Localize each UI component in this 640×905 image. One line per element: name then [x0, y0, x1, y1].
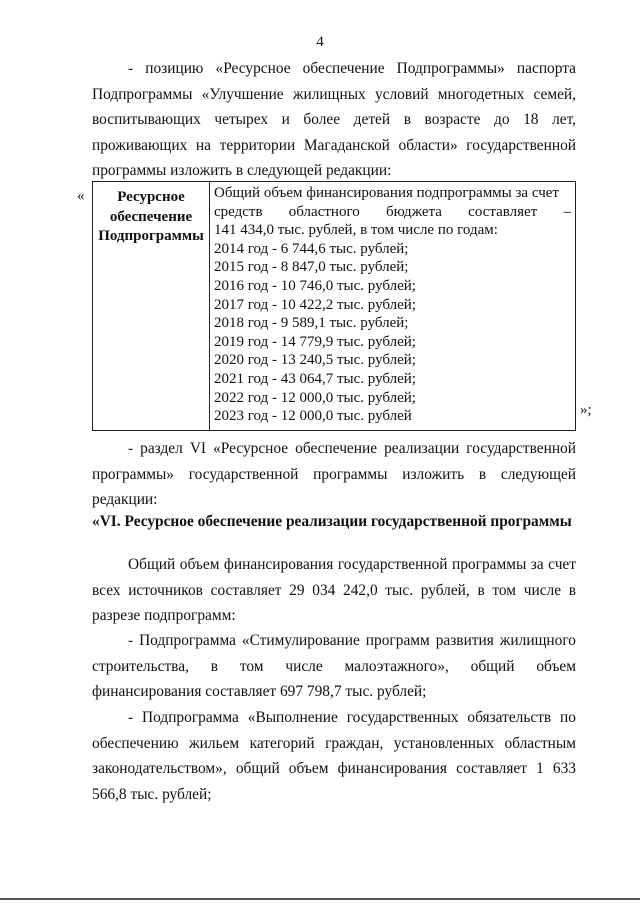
year-funding-line: 2023 год - 12 000,0 тыс. рублей [214, 408, 412, 425]
year-funding-line: 2016 год - 10 746,0 тыс. рублей; [214, 277, 416, 294]
year-funding-line: 2021 год - 43 064,7 тыс. рублей; [214, 370, 416, 387]
resource-header-line: средств областного бюджета составляет – [214, 203, 571, 220]
section-paragraph: - раздел VI «Ресурсное обеспечение реализации государственной программы» государственной программы изложить в следующей редакции: [92, 440, 576, 509]
subprogram-2-paragraph: - Подпрограмма «Выполнение государственных обязательств по обеспечению жильем категорий граждан, установленных областным законодательством», общий объем финансирования составляет 1 633 566,8 тыс. рублей; [92, 709, 576, 803]
year-funding-line: 2022 год - 12 000,0 тыс. рублей; [214, 389, 416, 406]
total-funding-paragraph: Общий объем финансирования государственной программы за счет всех источников составляет 29 034 242,0 тыс. рублей, в том числе в разрезе подпрограмм: [92, 556, 576, 625]
year-funding-line: 2020 год - 13 240,5 тыс. рублей; [214, 352, 416, 369]
year-funding-line: 2018 год - 9 589,1 тыс. рублей; [214, 315, 409, 332]
year-funding-line: 2017 год - 10 422,2 тыс. рублей; [214, 296, 416, 313]
year-funding-line: 2019 год - 14 779,9 тыс. рублей; [214, 333, 416, 350]
resource-value-cell [210, 182, 576, 431]
resource-header-line: Общий объем финансирования подпрограммы за счет [214, 185, 559, 201]
year-funding-line: 2014 год - 6 744,6 тыс. рублей; [214, 240, 409, 257]
resource-table [92, 181, 576, 431]
resource-label-cell: Ресурсное обеспечение Подпрограммы [93, 182, 210, 431]
resource-header-line: 141 434,0 тыс. рублей, в том числе по годам: [214, 222, 498, 239]
section-heading: «VI. Ресурсное обеспечение реализации государственной программы [92, 513, 572, 530]
bottom-edge-rule [0, 898, 640, 900]
page-number: 4 [316, 34, 324, 50]
subprogram-1-paragraph: - Подпрограмма «Стимулирование программ развития жилищного строительства, в том числе малоэтажного», общий объем финансирования составляет 697 798,7 тыс. рублей; [92, 632, 576, 701]
intro-paragraph: - позицию «Ресурсное обеспечение Подпрограммы» паспорта Подпрограммы «Улучшение жилищных условий многодетных семей, воспитывающих четырех и более детей в возрасте до 18 лет, проживающих на территории Магаданской области» государственной программы изложить в следующей редакции: [92, 60, 576, 180]
year-funding-line: 2015 год - 8 847,0 тыс. рублей; [214, 259, 409, 276]
close-quote: »; [580, 402, 592, 418]
open-quote: « [77, 188, 85, 204]
